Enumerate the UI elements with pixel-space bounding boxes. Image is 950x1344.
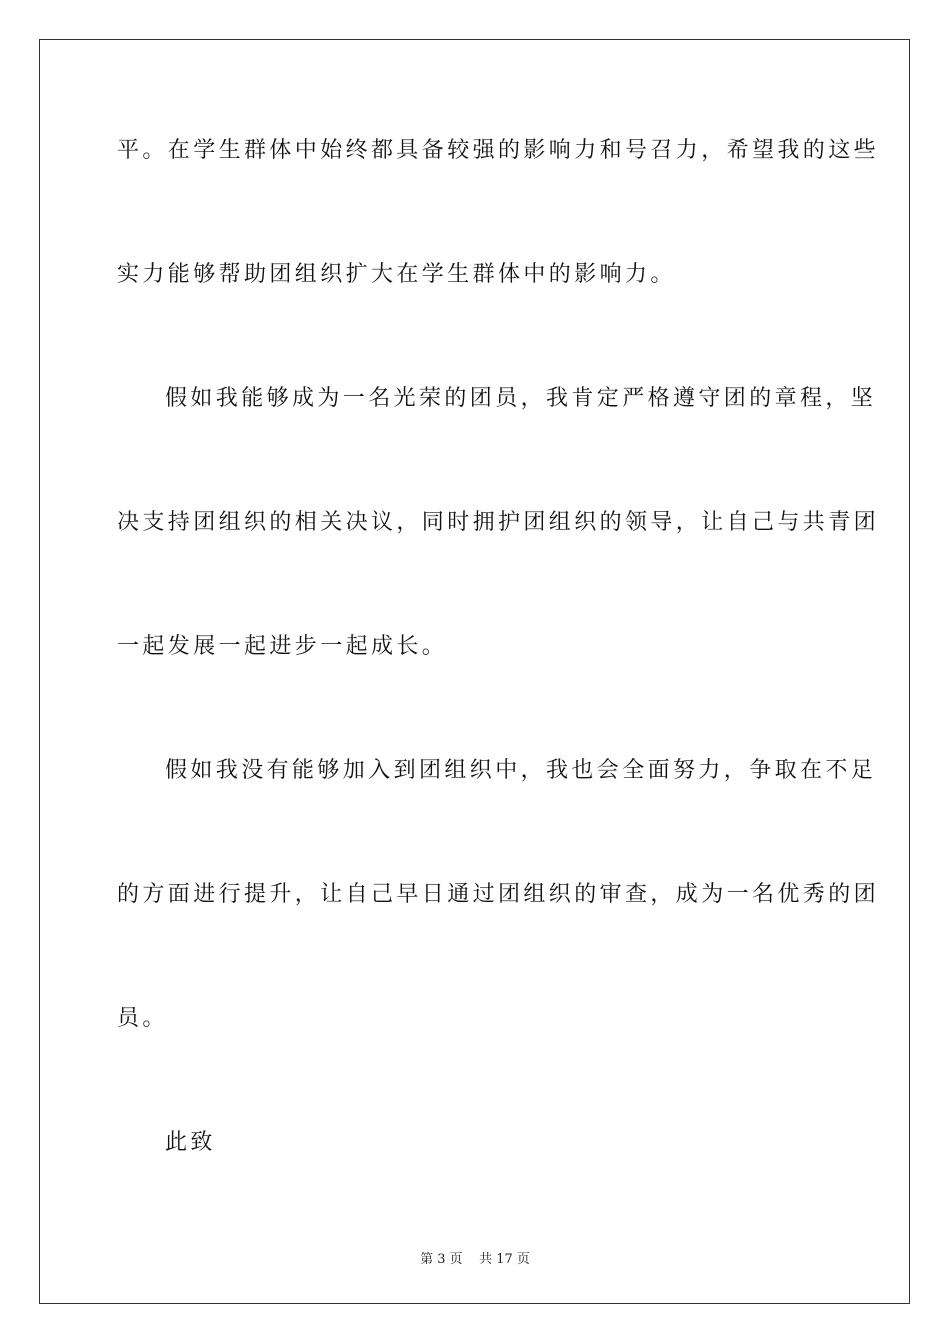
- paragraph-line-1: 平。在学生群体中始终都具备较强的影响力和号召力，希望我的这些: [117, 138, 880, 163]
- paragraph-line-8: 员。: [117, 1006, 168, 1031]
- paragraph-line-4: 决支持团组织的相关决议，同时拥护团组织的领导，让自己与共青团: [117, 510, 880, 535]
- paragraph-line-5: 一起发展一起进步一起成长。: [117, 634, 448, 659]
- page-number-footer: 第 3 页 共 17 页: [420, 1252, 530, 1267]
- paragraph-line-3: 假如我能够成为一名光荣的团员，我肯定严格遵守团的章程，坚: [165, 386, 877, 411]
- paragraph-line-7: 的方面进行提升，让自己早日通过团组织的审查，成为一名优秀的团: [117, 882, 880, 907]
- paragraph-line-6: 假如我没有能够加入到团组织中，我也会全面努力，争取在不足: [165, 758, 877, 783]
- paragraph-line-2: 实力能够帮助团组织扩大在学生群体中的影响力。: [117, 262, 676, 287]
- closing-salutation: 此致: [165, 1130, 216, 1155]
- page-border: [39, 39, 910, 1304]
